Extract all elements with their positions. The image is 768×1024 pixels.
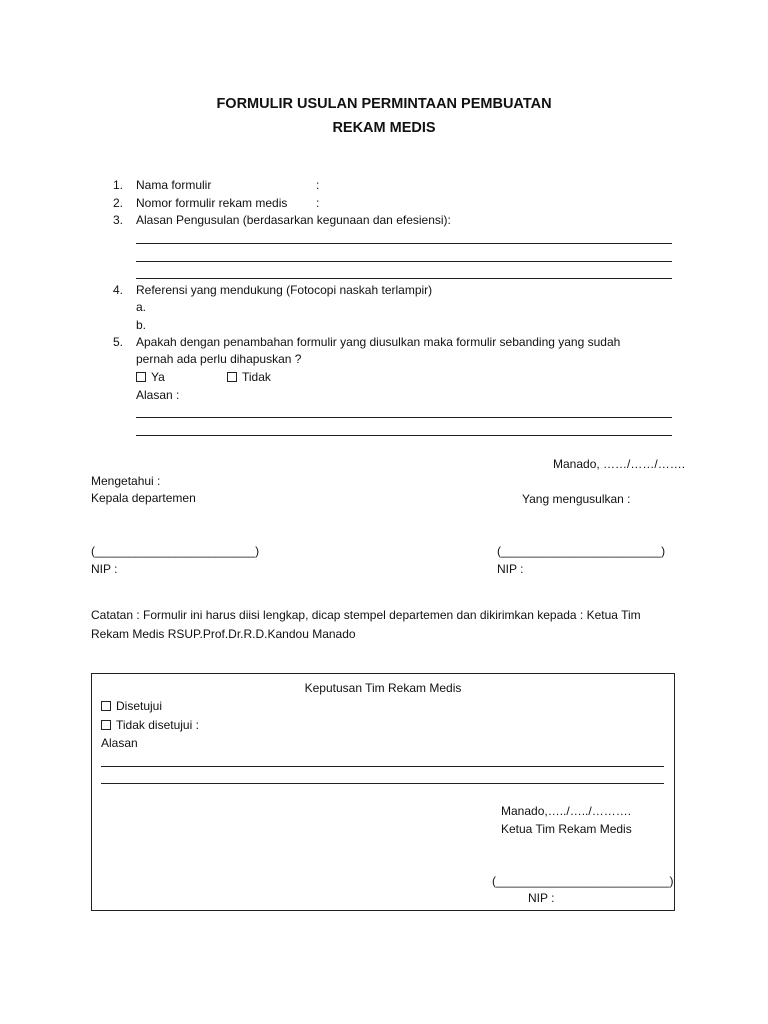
decision-signature-line[interactable]: (__________________________) bbox=[492, 874, 674, 888]
option-tidak-disetujui-label: Tidak disetujui : bbox=[116, 718, 199, 732]
item-number: 5. bbox=[112, 335, 123, 349]
left-signer-role: Kepala departemen bbox=[91, 491, 196, 505]
right-signer-role: Yang mengusulkan : bbox=[522, 492, 631, 506]
decision-place-date: Manado,…../…../………. bbox=[501, 804, 632, 818]
item-label-penghapusan-line1: Apakah dengan penambahan formulir yang diusulkan maka formulir sebanding yang sudah bbox=[136, 335, 621, 349]
form-title-line1: FORMULIR USULAN PERMINTAAN PEMBUATAN bbox=[216, 96, 552, 112]
item-label-nama-formulir: Nama formulir bbox=[136, 178, 212, 192]
item-colon: : bbox=[316, 178, 320, 192]
option-disetujui-label: Disetujui bbox=[116, 699, 163, 713]
decision-nip-label: NIP : bbox=[528, 891, 555, 905]
form-title-line2: REKAM MEDIS bbox=[332, 120, 436, 136]
sub-item-a: a. bbox=[136, 300, 147, 314]
option-tidak-disetujui[interactable] bbox=[101, 717, 199, 733]
right-nip-label: NIP : bbox=[497, 562, 524, 576]
item-label-nomor-formulir: Nomor formulir rekam medis bbox=[136, 196, 288, 210]
item-label-penghapusan-line2: pernah ada perlu dihapuskan ? bbox=[136, 352, 302, 366]
answer-line[interactable] bbox=[136, 435, 672, 436]
item-label-alasan-pengusulan: Alasan Pengusulan (berdasarkan kegunaan dan efesiensi): bbox=[136, 213, 451, 227]
decision-title: Keputusan Tim Rekam Medis bbox=[304, 681, 462, 695]
option-ya[interactable] bbox=[136, 369, 165, 385]
decision-answer-line[interactable] bbox=[101, 783, 664, 784]
item-colon: : bbox=[316, 196, 320, 210]
checkbox-disetujui[interactable] bbox=[101, 701, 111, 711]
left-nip-label: NIP : bbox=[91, 562, 118, 576]
place-date: Manado, ……/……/……. bbox=[553, 457, 686, 471]
sub-item-b: b. bbox=[136, 318, 147, 332]
item-number: 2. bbox=[112, 196, 123, 210]
note-line2: Rekam Medis RSUP.Prof.Dr.R.D.Kandou Manado bbox=[91, 627, 356, 641]
option-ya-label: Ya bbox=[151, 370, 165, 384]
right-signature-line[interactable]: (________________________) bbox=[497, 544, 666, 558]
decision-reason-label: Alasan bbox=[101, 736, 138, 750]
item-number: 1. bbox=[112, 178, 123, 192]
answer-line[interactable] bbox=[136, 278, 672, 279]
item-number: 4. bbox=[112, 283, 123, 297]
note-line1: Catatan : Formulir ini harus diisi lengkap, dicap stempel departemen dan dikirimkan kepada : Ketua Tim bbox=[91, 608, 641, 622]
decision-signer: Ketua Tim Rekam Medis bbox=[501, 822, 632, 836]
option-tidak-label: Tidak bbox=[242, 370, 271, 384]
answer-line[interactable] bbox=[136, 417, 672, 418]
item-label-referensi: Referensi yang mendukung (Fotocopi naskah terlampir) bbox=[136, 283, 433, 297]
option-disetujui[interactable] bbox=[101, 698, 162, 714]
answer-line[interactable] bbox=[136, 243, 672, 244]
item-number: 3. bbox=[112, 213, 123, 227]
left-signature-line[interactable]: (________________________) bbox=[91, 544, 260, 558]
answer-line[interactable] bbox=[136, 261, 672, 262]
decision-box bbox=[91, 673, 675, 911]
checkbox-ya[interactable] bbox=[136, 372, 146, 382]
acknowledge-label: Mengetahui : bbox=[91, 474, 161, 488]
reason-label: Alasan : bbox=[136, 388, 180, 402]
checkbox-tidak-disetujui[interactable] bbox=[101, 720, 111, 730]
option-tidak[interactable] bbox=[227, 369, 271, 385]
decision-answer-line[interactable] bbox=[101, 766, 664, 767]
checkbox-tidak[interactable] bbox=[227, 372, 237, 382]
